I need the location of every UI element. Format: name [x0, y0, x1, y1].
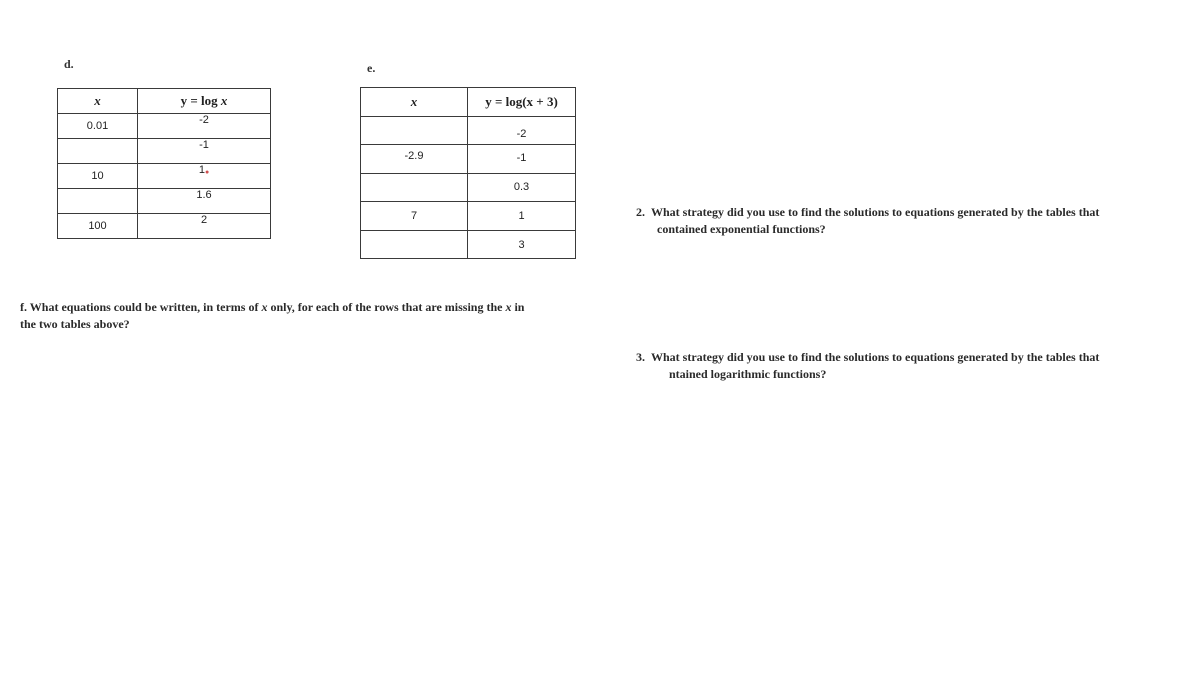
header-y-text: y = log(x + 3) [485, 93, 558, 109]
cell-y-value: 1 [198, 164, 205, 176]
question-2-line-1 [636, 204, 1176, 221]
part-f-var-b: x [505, 300, 512, 314]
part-f-text-a: f. What equations could be written, in terms of [20, 300, 262, 314]
cell-y-value: 0.3 [513, 180, 530, 193]
table-row [58, 214, 271, 239]
question-3-text: What strategy did you use to find the solutions to equations generated by the tables that [651, 350, 1100, 364]
table-row [361, 116, 576, 145]
cell-x [361, 145, 468, 174]
part-f-var-a: x [261, 300, 268, 314]
question-2-number: 2. [636, 205, 645, 219]
question-3 [636, 349, 1176, 383]
cell-y-value: -1 [516, 152, 527, 164]
question-2-text: What strategy did you use to find the solutions to equations generated by the tables that [651, 205, 1100, 219]
table-row [361, 230, 576, 259]
cell-x: 0.01 [58, 114, 138, 139]
cell-y-value: -1 [199, 139, 209, 151]
header-x [58, 89, 138, 114]
cell-x [58, 139, 138, 164]
cell-y [138, 189, 271, 214]
table-header-row [361, 88, 576, 117]
cell-y-value: -2 [199, 114, 209, 126]
cell-x: 10 [58, 164, 138, 189]
cell-x [361, 116, 468, 145]
table-row [58, 189, 271, 214]
header-x-text: x [410, 93, 418, 109]
header-y-var: x [220, 93, 228, 108]
cell-y-value: 1.6 [196, 189, 212, 201]
table-row [361, 202, 576, 231]
cell-y [468, 202, 576, 231]
part-d-label: d. [64, 57, 74, 71]
table-e [360, 87, 576, 259]
cell-x [58, 189, 138, 214]
cell-y [138, 139, 271, 164]
question-3-line-1 [636, 349, 1176, 366]
header-x-text: x [94, 93, 101, 108]
header-x [361, 88, 468, 117]
table-header-row [58, 89, 271, 114]
question-2 [636, 204, 1176, 238]
cell-y [138, 114, 271, 139]
cell-y [468, 173, 576, 202]
cell-x [361, 230, 468, 259]
cell-x: 100 [58, 214, 138, 239]
cell-x [361, 173, 468, 202]
part-e-label: e. [367, 61, 376, 75]
header-y [468, 88, 576, 117]
question-3-number: 3. [636, 350, 645, 364]
question-3-line-2: ntained logarithmic functions? [669, 367, 827, 381]
cell-y [468, 230, 576, 259]
part-f-line-2: the two tables above? [20, 317, 130, 331]
question-2-line-2: contained exponential functions? [657, 222, 826, 236]
table-row [58, 139, 271, 164]
part-f-text-c: in [511, 300, 525, 314]
table-row [58, 164, 271, 189]
cell-y-value: 2 [200, 214, 208, 226]
part-f-question [20, 299, 620, 333]
header-y-text: y = log [180, 93, 218, 108]
part-f-line-1 [20, 299, 620, 316]
table-row [361, 145, 576, 174]
cell-y [468, 116, 576, 145]
header-y [138, 89, 271, 114]
cell-y [468, 145, 576, 174]
cell-x-value: -2.9 [404, 150, 424, 162]
cell-y-value: 1 [518, 210, 525, 222]
table-d [57, 88, 271, 239]
table-row [361, 173, 576, 202]
table-row [58, 114, 271, 139]
cell-x [361, 202, 468, 231]
cell-y-value: -2 [516, 128, 527, 140]
cell-y-value: 3 [518, 238, 525, 251]
part-f-text-b: only, for each of the rows that are missing the [267, 300, 506, 314]
cell-y [138, 214, 271, 239]
pen-mark-icon: ● [204, 169, 210, 176]
cell-y [138, 164, 271, 189]
cell-x-value: 7 [410, 210, 418, 222]
